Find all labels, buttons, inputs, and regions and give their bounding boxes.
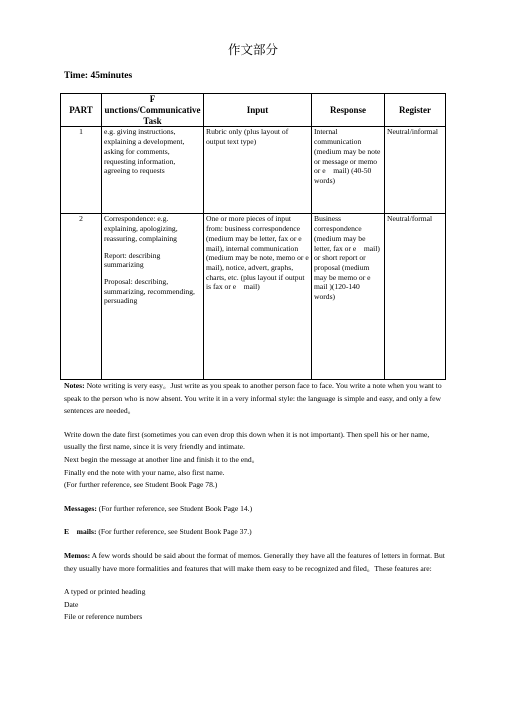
header-input: Input: [204, 94, 312, 127]
table-header-row: [61, 94, 446, 127]
feature-line: A typed or printed heading: [64, 587, 146, 597]
memos-label: Memos:: [64, 550, 91, 560]
feature-line: Date: [64, 599, 79, 609]
response-cell: Internal communication (medium may be note or message or memo or e mail) (40-50 words): [312, 127, 385, 214]
functions-cell: [102, 214, 204, 380]
emails-text: (For further reference, see Student Book Page 37.): [96, 527, 252, 537]
page-title: 作文部分: [227, 42, 278, 57]
instruction-line: Next begin the message at another line and finish it to the end。: [64, 454, 260, 464]
notes-paragraph: [64, 380, 446, 418]
instruction-line: Write down the date first (sometimes you can even drop this down when it is not important). Then spell his or her name, usually the first name, since it is very friendly and intimate.: [64, 429, 430, 452]
register-cell: Neutral/informal: [385, 127, 446, 214]
time-label: Time: 45minutes: [64, 71, 133, 81]
response-cell: Business correspondence (medium may be letter, fax or e mail) or short report or proposal (medium may be memo or e mail )(120-140 words): [312, 214, 385, 380]
part-cell: 1: [61, 127, 102, 214]
emails-label: E mails:: [64, 527, 97, 537]
memos-paragraph: [64, 550, 446, 575]
functions-cell: [102, 127, 204, 214]
messages-label: Messages:: [64, 503, 97, 513]
header-functions: F unctions/Communicative Task: [102, 94, 204, 127]
document-body: [64, 380, 446, 624]
register-cell: Neutral/formal: [385, 214, 446, 380]
task-table: [60, 93, 446, 380]
notes-text: Note writing is very easy。Just write as you speak to another person face to face. You write a note when you want to speak to the person who is now absent. You write it in a very informal style: the language is simple and easy, and only a few sentences are needed。: [64, 381, 442, 416]
input-cell: Rubric only (plus layout of output text type): [204, 127, 312, 214]
instruction-line: (For further reference, see Student Book Page 78.): [64, 480, 218, 490]
messages-text: (For further reference, see Student Book Page 14.): [96, 503, 253, 513]
functions-text: Correspondence: e.g. explaining, apologizing, reassuring, complaining: [104, 214, 178, 243]
functions-text: Proposal: describing, summarizing, recommending, persuading: [104, 276, 195, 306]
input-cell: One or more pieces of input from: business correspondence (medium may be letter, fax or e mail), internal communication (medium may be note, memo or e mail), notice, advert, graphs, charts, etc. (plus layout if output is fax or e mail): [204, 214, 312, 380]
header-part: PART: [61, 94, 102, 127]
emails-paragraph: [64, 526, 446, 539]
memos-text: A few words should be said about the format of memos. Generally they have all the features of letters in format. But they usually have more formalities and features that will make them easy to be recognized and filed。These features are:: [64, 550, 445, 573]
table-row: [61, 214, 446, 380]
feature-line: File or reference numbers: [64, 612, 143, 622]
functions-text: e.g. giving instructions, explaining a development, asking for comments, requesting information, agreeing to requests: [104, 127, 185, 176]
functions-text: Report: describing summarizing: [104, 250, 161, 270]
messages-paragraph: [64, 503, 446, 516]
instruction-line: Finally end the note with your name, also first name.: [64, 467, 225, 477]
header-response: Response: [312, 94, 385, 127]
header-register: Register: [385, 94, 446, 127]
part-cell: 2: [61, 214, 102, 380]
table-row: [61, 127, 446, 214]
notes-label: Notes:: [64, 381, 85, 390]
